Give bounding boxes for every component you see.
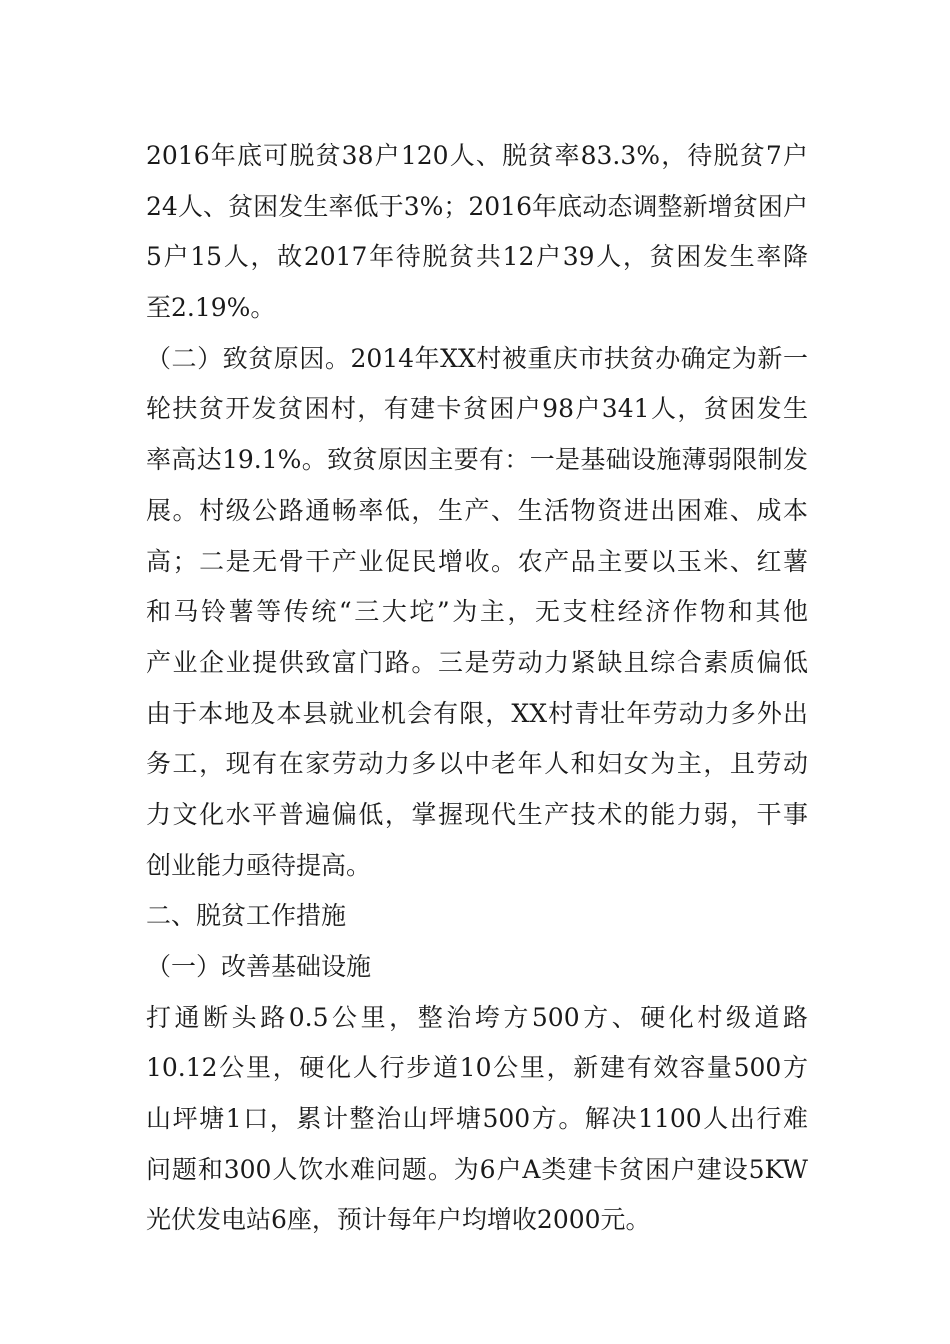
body-text-line: 展。村级公路通畅率低，生产、生活物资进出困难、成本	[146, 495, 808, 525]
body-text-line: 创业能力亟待提高。	[146, 850, 372, 880]
body-text-line: 力文化水平普遍偏低，掌握现代生产技术的能力弱，干事	[146, 799, 808, 829]
subsection-heading: （一）改善基础设施	[146, 952, 372, 981]
body-text-line: 5户15人，故2017年待脱贫共12户39人，贫困发生率降	[146, 242, 808, 272]
body-text-line: 和马铃薯等传统“三大坨”为主，无支柱经济作物和其他	[146, 597, 808, 627]
body-text-line: 10.12公里，硬化人行步道10公里，新建有效容量500方	[146, 1053, 808, 1083]
body-text-line: 至2.19%。	[146, 293, 276, 323]
body-text-line: 2016年底可脱贫38户120人、脱贫率83.3%，待脱贫7户	[146, 141, 808, 170]
body-text-line: 产业企业提供致富门路。三是劳动力紧缺且综合素质偏低	[146, 647, 808, 677]
body-text-line: 山坪塘1口，累计整治山坪塘500方。解决1100人出行难	[146, 1104, 808, 1134]
document-body	[146, 131, 808, 1246]
body-text-line: 24人、贫困发生率低于3%；2016年底动态调整新增贫困户	[146, 191, 808, 221]
body-text-line: 光伏发电站6座，预计每年户均增收2000元。	[146, 1205, 651, 1235]
section-heading: 二、脱贫工作措施	[146, 901, 347, 931]
section-heading-line: （二）致贫原因。2014年XX村被重庆市扶贫办确定为新一	[146, 343, 808, 373]
body-text-line: 由于本地及本县就业机会有限，XX村青壮年劳动力多外出	[146, 698, 808, 728]
body-text-line: 轮扶贫开发贫困村，有建卡贫困户98户341人，贫困发生	[146, 394, 808, 424]
body-text-line: 率高达19.1%。致贫原因主要有：一是基础设施薄弱限制发	[146, 445, 808, 475]
body-text-line: 打通断头路0.5公里，整治垮方500方、硬化村级道路	[146, 1002, 808, 1032]
body-text-line: 问题和300人饮水难问题。为6户A类建卡贫困户建设5KW	[146, 1154, 808, 1184]
body-text-line: 高；二是无骨干产业促民增收。农产品主要以玉米、红薯	[146, 546, 808, 576]
body-text-line: 务工，现有在家劳动力多以中老年人和妇女为主，且劳动	[146, 749, 808, 779]
